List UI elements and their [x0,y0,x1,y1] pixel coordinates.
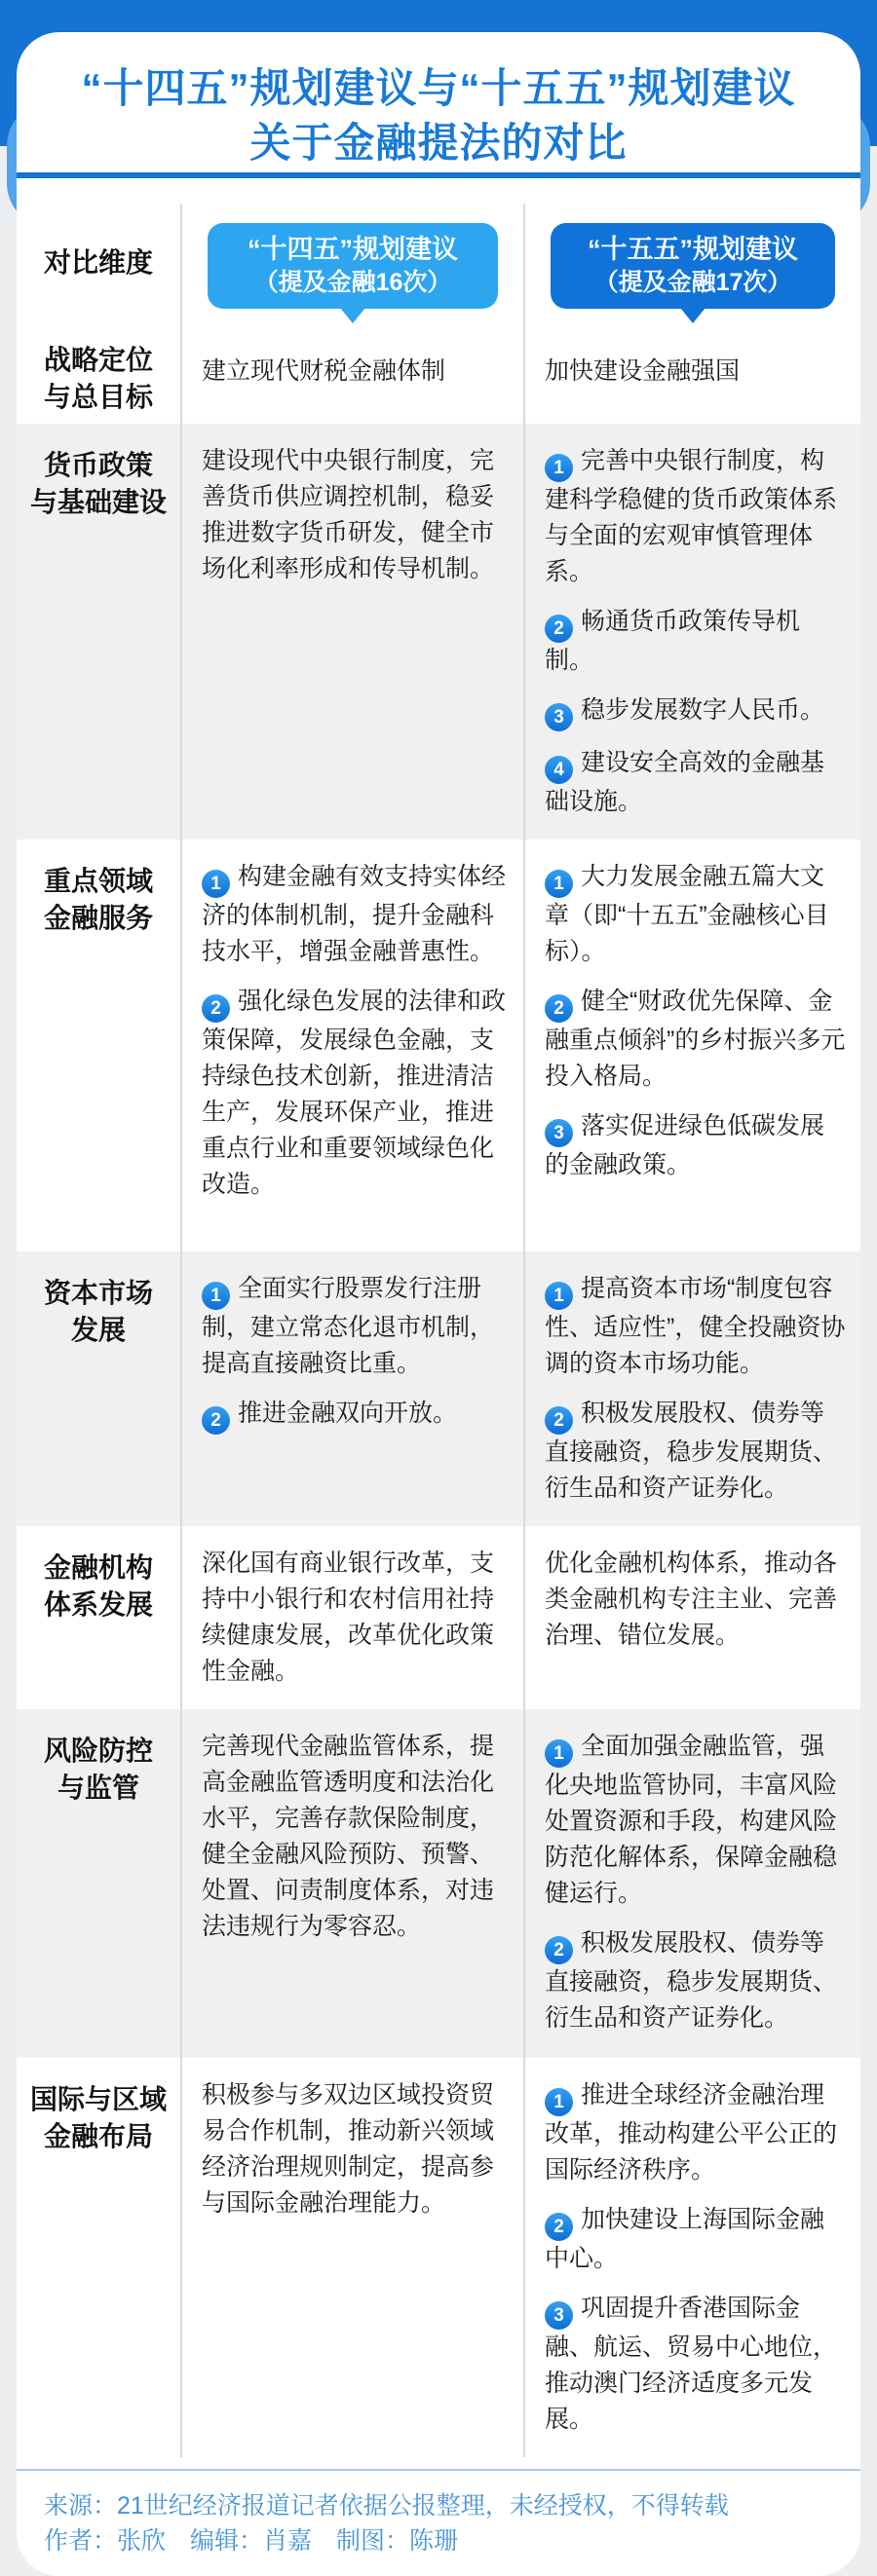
numbered-bullet-icon: 4 [545,756,573,784]
item-text: 稳步发展数字人民币。 [581,696,825,724]
plan14-badge [208,223,498,309]
dimension-label: 对比维度 [43,247,153,278]
cell-plan14 [180,840,523,1251]
row-label: 国际与区域 金融布局 [29,2084,167,2151]
numbered-bullet-icon: 3 [545,2301,573,2330]
numbered-bullet-icon: 2 [545,1406,573,1435]
item-text: 加快建设上海国际金融中心。 [545,2206,825,2272]
numbered-bullet-icon: 1 [202,1282,230,1310]
item-text: 深化国有商业银行改革，支持中小银行和农村信用社持续健康发展，改革优化政策性金融。 [202,1549,495,1685]
item-text: 推进金融双向开放。 [238,1400,458,1427]
cell-plan14 [180,2058,523,2457]
cell-plan15: 加快建设金融强国 [523,328,860,424]
list-item [202,1271,510,1382]
numbered-bullet-icon: 1 [545,454,573,482]
list-item [202,984,510,1203]
item-text: 积极发展股权、债券等直接融资，稳步发展期货、衍生品和资产证券化。 [545,1929,838,2032]
item-text: 畅通货币政策传导机制。 [545,608,801,674]
numbered-bullet-icon: 1 [545,2088,573,2116]
list-item [545,2202,847,2277]
plan14-badge-title: “十四五”规划建议 [248,235,458,264]
row-financial-institutions [17,1526,860,1709]
list-item [545,2077,847,2188]
numbered-bullet-icon: 2 [202,994,230,1023]
header-row [17,204,860,328]
title-line-2: 关于金融提法的对比 [249,120,628,166]
list-item [545,2291,847,2438]
item-text: 巩固提升香港国际金融、航运、贸易中心地位，推动澳门经济适度多元发展。 [545,2295,838,2433]
list-item [545,1546,847,1654]
numbered-bullet-icon: 2 [545,1936,573,1964]
cell-plan14 [180,424,523,840]
cell-plan14: 建立现代财税金融体制 [180,328,523,424]
item-text: 积极参与多双边区域投资贸易合作机制，推动新兴领域经济治理规则制定，提高参与国际金融治理能力。 [202,2081,495,2217]
item-text: 完善现代金融监管体系，提高金融监管透明度和法治化水平，完善存款保险制度，健全金融风险预防、预警、处置、问责制度体系，对违法违规行为零容忍。 [202,1733,495,1940]
title-line-1: “十四五”规划建议与“十五五”规划建议 [81,65,796,111]
cell-plan15 [523,2058,860,2457]
list-item [202,1729,510,1945]
plan15-badge-title: “十五五”规划建议 [588,235,798,264]
numbered-bullet-icon: 2 [545,615,573,643]
row-label: 重点领域 金融服务 [43,866,153,933]
item-text: 构建金融有效支持实体经济的体制机制，提升金融科技水平，增强金融普惠性。 [202,863,507,965]
item-text: 优化金融机构体系，推动各类金融机构专注主业、完善治理、错位发展。 [545,1549,838,1649]
cell-plan14 [180,1526,523,1709]
numbered-bullet-icon: 1 [545,1282,573,1310]
list-item [545,604,847,679]
row-label: 货币政策 与基础建设 [29,450,167,517]
item-text: 积极发展股权、债券等直接融资，稳步发展期货、衍生品和资产证券化。 [545,1400,838,1502]
numbered-bullet-icon: 2 [545,994,573,1023]
cell-plan15 [523,1526,860,1709]
plan14-badge-subtitle: （提及金融16次） [253,269,452,296]
item-text: 大力发展金融五篇大文章（即“十五五”金融核心目标）。 [545,863,829,965]
item-text: 完善中央银行制度，构建科学稳健的货币政策体系与全面的宏观审慎管理体系。 [545,447,838,585]
source-note: 来源：21世纪经济报道记者依据公报整理，未经授权，不得转载 [44,2492,729,2520]
row-label: 金融机构 体系发展 [43,1552,153,1620]
numbered-bullet-icon: 1 [202,870,230,898]
title-divider [17,172,860,178]
numbered-bullet-icon: 1 [545,870,573,898]
row-label: 风险防控 与监管 [43,1736,153,1803]
list-item [545,692,847,731]
cell-plan15 [523,424,860,840]
list-item [202,859,510,970]
credits-note: 作者：张欣 编辑：肖嘉 制图：陈珊 [44,2527,459,2555]
list-item [545,859,847,970]
row-key-area-services [17,840,860,1251]
item-text: 落实促进绿色低碳发展的金融政策。 [545,1112,825,1178]
item-text: 强化绿色发展的法律和政策保障，发展绿色金融，支持绿色技术创新，推进清洁生产，发展环保产业，推进重点行业和重要领域绿色化改造。 [202,988,507,1198]
item-text: 建设安全高效的金融基础设施。 [545,749,825,815]
item-text: 健全“财政优先保障、金融重点倾斜”的乡村振兴多元投入格局。 [545,988,846,1090]
row-capital-market [17,1251,860,1526]
row-monetary-policy [17,424,860,840]
row-international-layout [17,2058,860,2457]
plan15-badge-subtitle: （提及金融17次） [593,269,792,296]
plan15-header-cell [523,204,860,328]
infographic-card [17,32,860,2576]
list-item [545,1108,847,1183]
list-item [545,1271,847,1382]
numbered-bullet-icon: 3 [545,703,573,731]
cell-plan14 [180,1251,523,1526]
cell-plan14 [180,1709,523,2058]
list-item [545,984,847,1095]
cell-plan15 [523,840,860,1251]
numbered-bullet-icon: 3 [545,1119,573,1147]
item-text: 建设现代中央银行制度，完善货币供应调控机制，稳妥推进数字货币研发，健全市场化利率形成和传导机制。 [202,447,495,582]
list-item [545,1925,847,2036]
plan14-header-cell [180,204,523,328]
item-text: 提高资本市场“制度包容性、适应性”，健全投融资协调的资本市场功能。 [545,1275,846,1377]
comparison-table [17,204,860,2457]
item-text: 全面实行股票发行注册制，建立常态化退市机制，提高直接融资比重。 [202,1275,495,1377]
row-risk-supervision [17,1709,860,2058]
numbered-bullet-icon: 1 [545,1739,573,1768]
strategy-row [17,328,860,424]
cell-plan15 [523,1709,860,2058]
list-item [202,1396,510,1435]
list-item [545,745,847,820]
list-item [545,1729,847,1912]
cell-plan15 [523,1251,860,1526]
row-label: 战略定位 与总目标 [43,345,153,412]
list-item [545,443,847,590]
numbered-bullet-icon: 2 [202,1406,230,1435]
list-item [202,443,510,587]
footer [17,2469,860,2576]
row-label: 资本市场 发展 [43,1278,153,1345]
page-title [17,32,860,170]
list-item [202,1546,510,1690]
list-item [545,1396,847,1507]
item-text: 推进全球经济金融治理改革，推动构建公平公正的国际经济秩序。 [545,2081,838,2184]
numbered-bullet-icon: 2 [545,2213,573,2241]
item-text: 全面加强金融监管，强化央地监管协同，丰富风险处置资源和手段，构建风险防范化解体系，保障金融稳健运行。 [545,1733,838,1907]
plan15-badge [551,223,835,309]
list-item [202,2077,510,2221]
